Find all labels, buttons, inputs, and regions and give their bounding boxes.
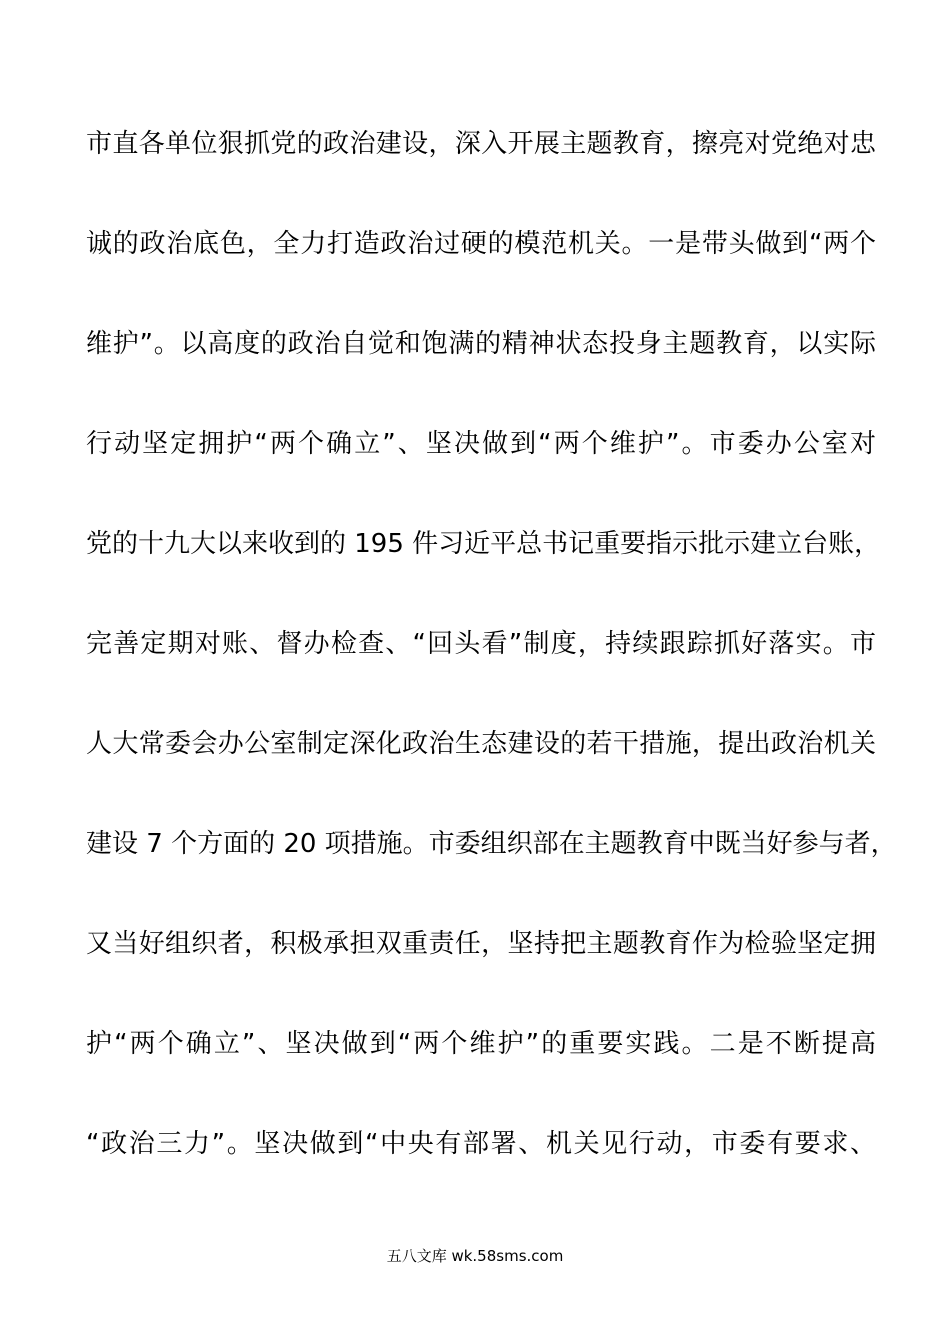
paragraph-line-11: “政治三力”。坚决做到“中央有部署、机关见行动，市委有要求、	[86, 1129, 876, 1159]
paragraph-line-6: 完善定期对账、督办检查、“回头看”制度，持续跟踪抓好落实。市	[86, 629, 876, 659]
paragraph-line-9: 又当好组织者，积极承担双重责任，坚持把主题教育作为检验坚定拥	[86, 929, 876, 959]
paragraph-line-3: 维护”。以高度的政治自觉和饱满的精神状态投身主题教育，以实际	[86, 329, 876, 359]
paragraph-line-2: 诚的政治底色，全力打造政治过硬的模范机关。一是带头做到“两个	[86, 229, 876, 259]
paragraph-line-5: 党的十九大以来收到的 195 件习近平总书记重要指示批示建立台账，	[86, 529, 881, 559]
paragraph-line-1: 市直各单位狠抓党的政治建设，深入开展主题教育，擦亮对党绝对忠	[86, 129, 876, 159]
paragraph-line-4: 行动坚定拥护“两个确立”、坚决做到“两个维护”。市委办公室对	[86, 429, 876, 459]
document-body	[86, 122, 897, 1222]
footer-watermark: 五八文库 wk.58sms.com	[386, 1247, 564, 1265]
paragraph-line-7: 人大常委会办公室制定深化政治生态建设的若干措施，提出政治机关	[86, 729, 876, 759]
paragraph-line-10: 护“两个确立”、坚决做到“两个维护”的重要实践。二是不断提高	[86, 1029, 876, 1059]
paragraph-line-8: 建设 7 个方面的 20 项措施。市委组织部在主题教育中既当好参与者，	[86, 829, 897, 859]
